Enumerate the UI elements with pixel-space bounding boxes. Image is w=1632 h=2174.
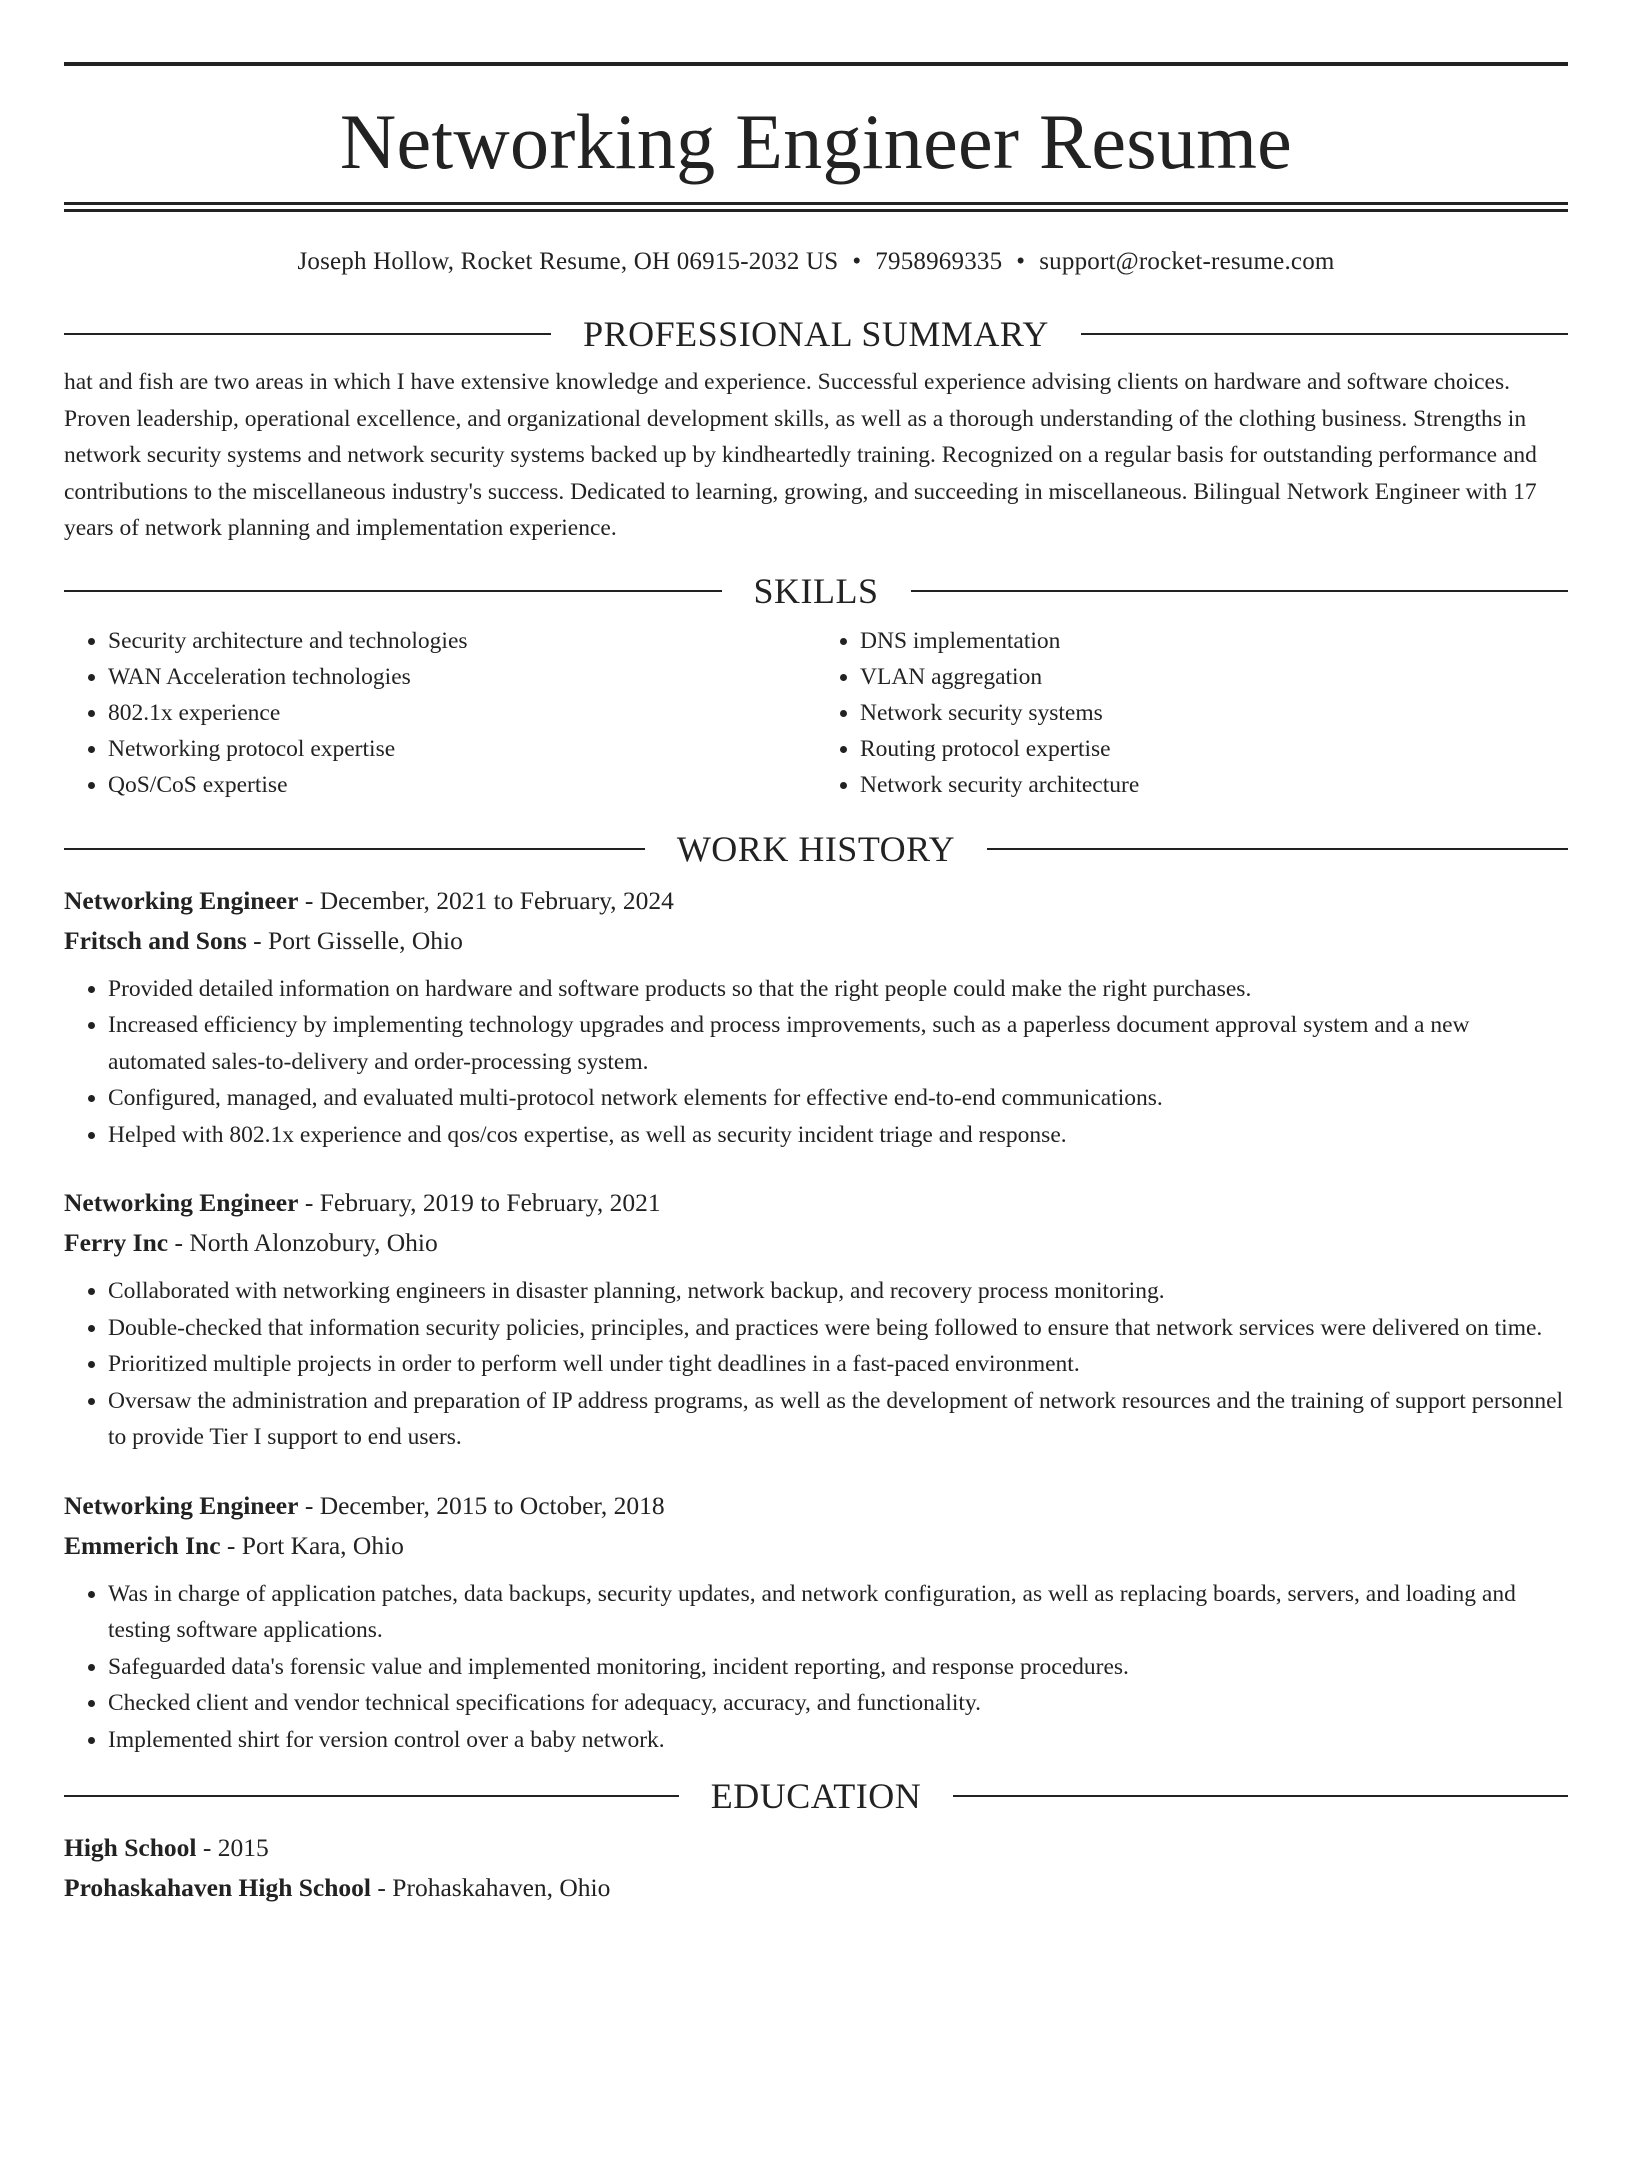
resume-page xyxy=(0,62,1632,2174)
section-rule xyxy=(64,333,551,335)
job-title: Networking Engineer xyxy=(64,1188,299,1217)
title-double-rule xyxy=(64,202,1568,212)
job-bullet: • Increased efficiency by implementing technology upgrades and process improvements, such as a paperless document approval system and a new automated sales-to-delivery and order-processing system. xyxy=(108,1007,1568,1080)
job-bullet: • Double-checked that information security policies, principles, and practices were being followed to ensure that network services were delivered on time. xyxy=(108,1310,1568,1347)
contact-address: Joseph Hollow, Rocket Resume, OH 06915-2032 US xyxy=(297,248,839,275)
skill-item: • WAN Acceleration technologies xyxy=(108,659,816,695)
job-bullet: • Oversaw the administration and preparation of IP address programs, as well as the development of network resources and the training of support personnel to provide Tier I support to end users. xyxy=(108,1383,1568,1456)
job-location: - Port Gisselle, Ohio xyxy=(246,925,463,955)
education-school: Prohaskahaven High School xyxy=(64,1873,372,1902)
section-header-skills xyxy=(64,569,1568,613)
section-rule xyxy=(953,1795,1568,1797)
job-bullet: • Safeguarded data's forensic value and implemented monitoring, incident reporting, and response procedures. xyxy=(108,1649,1568,1686)
education-year: - 2015 xyxy=(196,1833,269,1862)
job-bullet: • Helped with 802.1x experience and qos/cos expertise, as well as security incident triage and response. xyxy=(108,1117,1568,1154)
job-dates: - December, 2021 to February, 2024 xyxy=(298,885,674,915)
job-entry xyxy=(64,1183,1568,1456)
page-title: Networking Engineer Resume xyxy=(339,98,1293,185)
skill-item: • 802.1x experience xyxy=(108,695,816,731)
job-bullet: • Prioritized multiple projects in order to perform well under tight deadlines in a fast-paced environment. xyxy=(108,1346,1568,1383)
section-rule xyxy=(987,848,1568,850)
section-rule xyxy=(911,590,1569,592)
section-header-work-history xyxy=(64,827,1568,871)
job-dates: - February, 2019 to February, 2021 xyxy=(298,1188,661,1217)
job-bullet: • Collaborated with networking engineers in disaster planning, network backup, and recovery process monitoring. xyxy=(108,1273,1568,1310)
skills-list xyxy=(64,623,1568,803)
job-location: - North Alonzobury, Ohio xyxy=(168,1228,438,1257)
top-rule xyxy=(64,62,1568,66)
job-bullets xyxy=(64,1576,1568,1759)
skill-item: • Security architecture and technologies xyxy=(108,623,816,659)
job-title-line xyxy=(64,1486,1568,1526)
contact-line xyxy=(64,246,1568,278)
job-bullet: • Checked client and vendor technical specifications for adequacy, accuracy, and functionality. xyxy=(108,1685,1568,1722)
education-degree: High School xyxy=(64,1833,197,1862)
job-bullet: • Was in charge of application patches, data backups, security updates, and network configuration, as well as replacing boards, servers, and loading and testing software applications. xyxy=(108,1576,1568,1649)
education-school-line xyxy=(64,1868,1568,1908)
section-rule xyxy=(1081,333,1568,335)
job-title-line xyxy=(64,1183,1568,1223)
job-company: Ferry Inc xyxy=(64,1228,169,1257)
section-header-education xyxy=(64,1774,1568,1818)
section-rule xyxy=(64,1795,679,1797)
job-bullets xyxy=(64,1273,1568,1456)
job-bullet: • Implemented shirt for version control over a baby network. xyxy=(108,1722,1568,1759)
job-bullets xyxy=(64,971,1568,1154)
section-rule xyxy=(64,848,645,850)
contact-separator: • xyxy=(1016,248,1026,275)
education-degree-line xyxy=(64,1828,1568,1868)
job-title: Networking Engineer xyxy=(64,1490,299,1520)
skill-item: • QoS/CoS expertise xyxy=(108,767,816,803)
skills-column-left xyxy=(64,623,816,803)
job-title-line xyxy=(64,881,1568,921)
job-title: Networking Engineer xyxy=(64,885,299,915)
job-company-line xyxy=(64,921,1568,961)
education-entry xyxy=(64,1828,1568,1908)
contact-phone: 7958969335 xyxy=(875,248,1003,275)
education-location: - Prohaskahaven, Ohio xyxy=(371,1873,611,1902)
job-bullet: • Provided detailed information on hardware and software products so that the right people could make the right purchases. xyxy=(108,971,1568,1008)
skill-item: • Network security architecture xyxy=(860,767,1568,803)
skill-item: • VLAN aggregation xyxy=(860,659,1568,695)
skill-item: • DNS implementation xyxy=(860,623,1568,659)
contact-email: support@rocket-resume.com xyxy=(1039,248,1335,275)
skill-item: • Network security systems xyxy=(860,695,1568,731)
job-company: Emmerich Inc xyxy=(64,1530,221,1560)
contact-separator: • xyxy=(852,248,862,275)
section-title-skills: SKILLS xyxy=(753,570,879,611)
job-entry xyxy=(64,881,1568,1154)
section-header-summary xyxy=(64,312,1568,356)
skill-item: • Routing protocol expertise xyxy=(860,731,1568,767)
job-entry xyxy=(64,1486,1568,1759)
job-location: - Port Kara, Ohio xyxy=(220,1530,404,1560)
job-bullet: • Configured, managed, and evaluated multi-protocol network elements for effective end-to-end communications. xyxy=(108,1080,1568,1117)
summary-text: hat and fish are two areas in which I have extensive knowledge and experience. Successful experience advising clients on hardware and software choices. Proven leadership, operational excellence, and organizational development skills, as well as a thorough understanding of the clothing business. Strengths in network security systems and network security systems backed up by kindheartedly training. Recognized on a regular basis for outstanding performance and contributions to the miscellaneous industry's success. Dedicated to learning, growing, and succeeding in miscellaneous. Bilingual Network Engineer with 17 years of network planning and implementation experience. xyxy=(64,369,1537,541)
job-company-line xyxy=(64,1526,1568,1566)
job-company: Fritsch and Sons xyxy=(64,925,247,955)
skills-column-right xyxy=(816,623,1568,803)
job-company-line xyxy=(64,1223,1568,1263)
skill-item: • Networking protocol expertise xyxy=(108,731,816,767)
job-dates: - December, 2015 to October, 2018 xyxy=(298,1490,665,1520)
section-rule xyxy=(64,590,722,592)
section-title-summary: PROFESSIONAL SUMMARY xyxy=(583,314,1049,354)
section-title-education: EDUCATION xyxy=(710,1776,922,1816)
section-title-work-history: WORK HISTORY xyxy=(676,828,956,869)
